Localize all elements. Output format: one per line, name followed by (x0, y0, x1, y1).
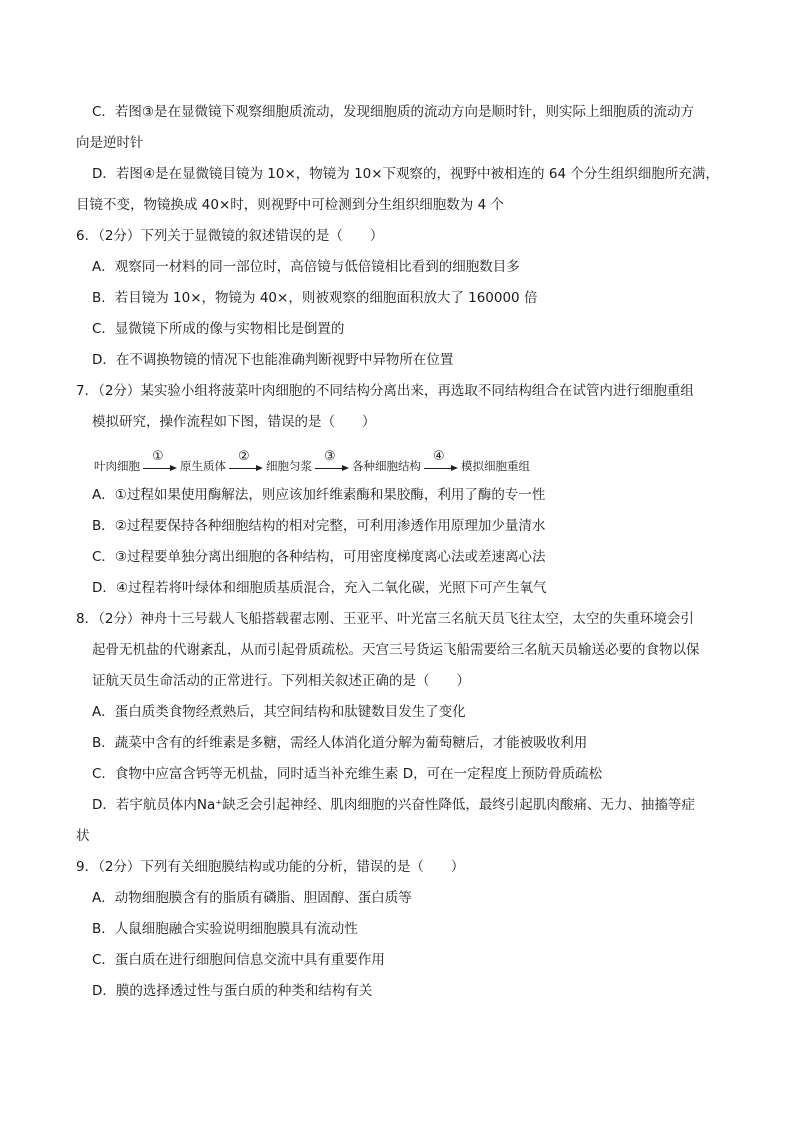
question-8-option-b: B．蔬菜中含有的纤维素是多糖，需经人体消化道分解为葡萄糖后，才能被吸收利用 (92, 735, 588, 751)
question-9-option-c: C．蛋白质在进行细胞间信息交流中具有重要作用 (92, 952, 385, 968)
question-9-option-d: D．膜的选择透过性与蛋白质的种类和结构有关 (92, 983, 373, 999)
flow-node-cell-structures: 各种细胞结构 (352, 459, 421, 473)
question-8-option-d-line2: 状 (76, 828, 90, 844)
question-7-stem: 7．（2分）某实验小组将菠菜叶肉细胞的不同结构分离出来，再选取不同结构组合在试管内进行细胞重组 (76, 383, 694, 399)
option-d-continued-line2: 目镜不变，物镜换成 40×时，则视野中可检测到分生组织细胞数为 4 个 (76, 197, 504, 213)
option-c-continued-line2: 向是逆时针 (76, 135, 144, 151)
option-c-continued: C．若图③是在显微镜下观察细胞质流动，发现细胞质的流动方向是顺时针，则实际上细胞质的流动方 (92, 104, 695, 120)
question-8-stem: 8．（2分）神舟十三号载人飞船搭载翟志刚、王亚平、叶光富三名航天员飞往太空，太空的失重环境会引 (76, 611, 694, 627)
flow-arrow-4 (424, 449, 458, 477)
question-6-option-a: A．观察同一材料的同一部位时，高倍镜与低倍镜相比看到的细胞数目多 (92, 259, 520, 275)
question-8-option-a: A．蛋白质类食物经煮熟后，其空间结构和肽键数目发生了变化 (92, 704, 466, 720)
flow-step-3-label: ③ (324, 449, 336, 464)
question-8-stem-line3: 证航天员生命活动的正常进行。下列相关叙述正确的是（ ） (92, 673, 470, 689)
question-9-option-a: A．动物细胞膜含有的脂质有磷脂、胆固醇、蛋白质等 (92, 890, 412, 906)
flow-node-mesophyll-cell: 叶肉细胞 (94, 459, 140, 473)
question-8-option-d: D．若宇航员体内Na⁺缺乏会引起神经、肌肉细胞的兴奋性降低，最终引起肌肉酸痛、无力、抽搐等症 (92, 797, 695, 813)
flow-arrow-2 (229, 449, 263, 477)
flow-node-simulated-recombination: 模拟细胞重组 (461, 459, 530, 473)
flow-step-1-label: ① (152, 449, 164, 464)
flow-arrow-1 (143, 449, 177, 477)
question-7-option-d: D．④过程若将叶绿体和细胞质基质混合，充入二氧化碳，光照下可产生氧气 (92, 580, 547, 596)
option-d-continued: D．若图④是在显微镜目镜为 10×，物镜为 10×下观察的，视野中被相连的 64 个分生组织细胞所充满， (92, 166, 719, 182)
flow-node-cell-homogenate: 细胞匀浆 (266, 459, 312, 473)
flow-step-4-label: ④ (433, 449, 445, 464)
process-flow-diagram (94, 449, 530, 477)
question-8-stem-line2: 起骨无机盐的代谢紊乱，从而引起骨质疏松。天宫三号货运飞船需要给三名航天员输送必要的食物以保 (92, 642, 700, 658)
question-7-stem-line2: 模拟研究，操作流程如下图，错误的是（ ） (92, 414, 376, 430)
question-9-option-b: B．人鼠细胞融合实验说明细胞膜具有流动性 (92, 921, 358, 937)
question-6-option-c: C．显微镜下所成的像与实物相比是倒置的 (92, 321, 345, 337)
question-6-option-b: B．若目镜为 10×，物镜为 40×，则被观察的细胞面积放大了 160000 倍 (92, 290, 538, 306)
question-6-option-d: D．在不调换物镜的情况下也能准确判断视野中异物所在位置 (92, 352, 454, 368)
flow-arrow-3 (315, 449, 349, 477)
flow-node-protoplast: 原生质体 (180, 459, 226, 473)
flow-step-2-label: ② (238, 449, 250, 464)
question-7-option-b: B．②过程要保持各种细胞结构的相对完整，可利用渗透作用原理加少量清水 (92, 518, 546, 534)
question-7-option-a: A．①过程如果使用酶解法，则应该加纤维素酶和果胶酶，利用了酶的专一性 (92, 487, 546, 503)
question-6-stem: 6．（2分）下列关于显微镜的叙述错误的是（ ） (76, 228, 384, 244)
question-7-option-c: C．③过程要单独分离出细胞的各种结构，可用密度梯度离心法或差速离心法 (92, 549, 546, 565)
question-9-stem: 9．（2分）下列有关细胞膜结构或功能的分析，错误的是（ ） (76, 859, 465, 875)
question-8-option-c: C．食物中应富含钙等无机盐，同时适当补充维生素 D，可在一定程度上预防骨质疏松 (92, 766, 603, 782)
